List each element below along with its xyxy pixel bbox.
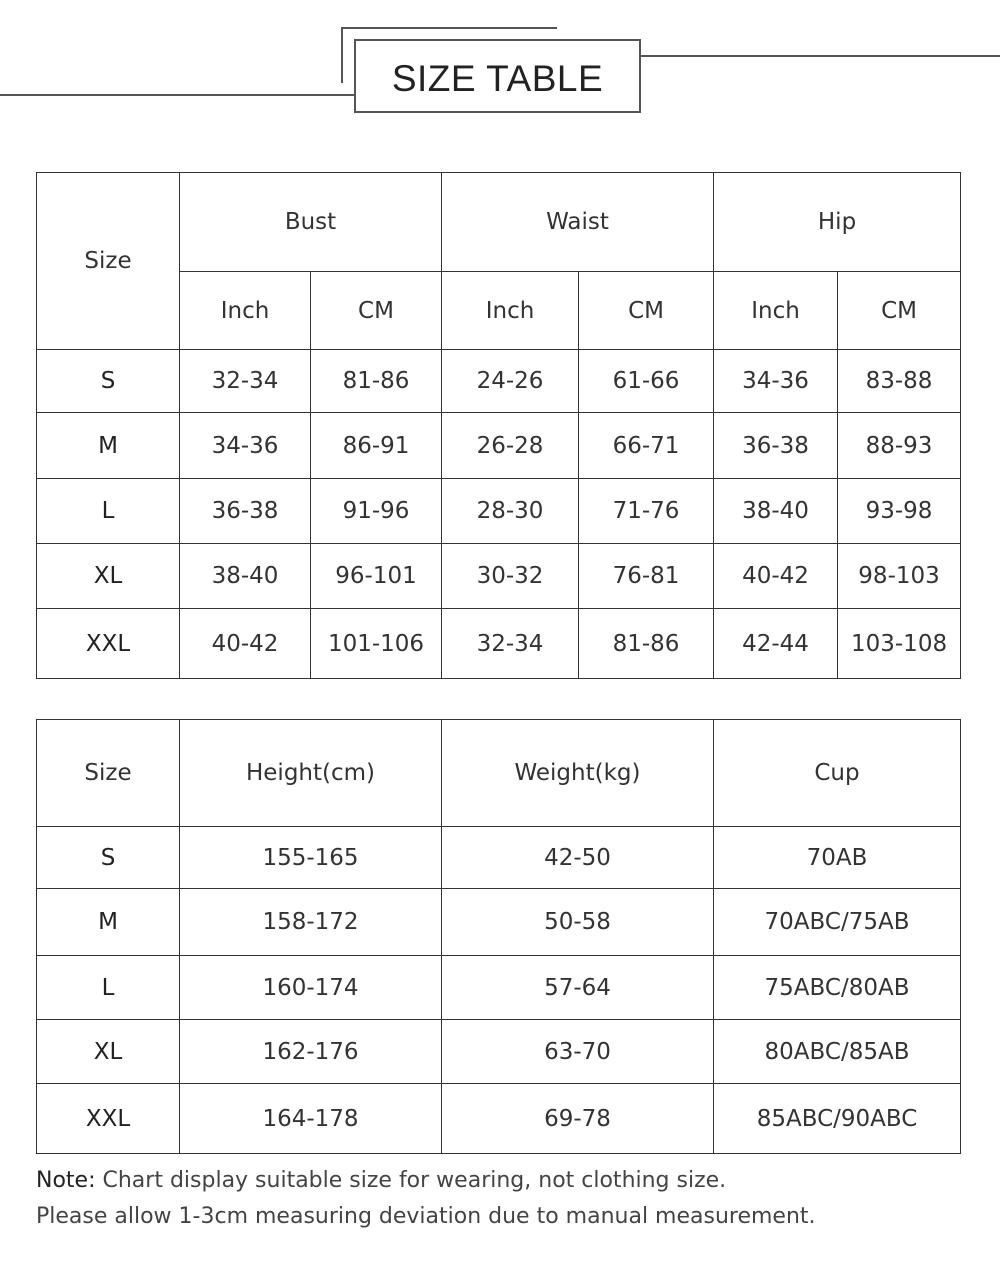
table-row — [37, 609, 961, 679]
hip-header: Hip — [714, 173, 961, 272]
table-row — [37, 1084, 961, 1154]
weight-header: Weight(kg) — [442, 720, 714, 827]
cup-header: Cup — [714, 720, 961, 827]
unit-header: Inch — [442, 272, 579, 350]
table-row — [37, 413, 961, 479]
table-cell: 155-165 — [180, 827, 442, 889]
table-cell: 81-86 — [311, 350, 442, 413]
table-cell: 42-50 — [442, 827, 714, 889]
fit-table — [36, 719, 961, 1154]
table-row — [37, 827, 961, 889]
size-label: XL — [37, 1020, 180, 1084]
size-label: XXL — [37, 1084, 180, 1154]
table-cell: 63-70 — [442, 1020, 714, 1084]
table-cell: 50-58 — [442, 889, 714, 956]
note-label: Note: — [36, 1168, 96, 1193]
waist-header: Waist — [442, 173, 714, 272]
note-text: Chart display suitable size for wearing, not clothing size. — [102, 1168, 727, 1193]
table-cell: 42-44 — [714, 609, 838, 679]
table-row — [37, 1020, 961, 1084]
table-cell: 103-108 — [838, 609, 961, 679]
table-cell: 30-32 — [442, 544, 579, 609]
table-cell: 36-38 — [714, 413, 838, 479]
table-cell: 24-26 — [442, 350, 579, 413]
size-header: Size — [37, 173, 180, 350]
table-cell: 28-30 — [442, 479, 579, 544]
table-cell: 26-28 — [442, 413, 579, 479]
table-cell: 88-93 — [838, 413, 961, 479]
table-cell: 38-40 — [180, 544, 311, 609]
table-cell: 76-81 — [579, 544, 714, 609]
table-cell: 98-103 — [838, 544, 961, 609]
table-cell: 81-86 — [579, 609, 714, 679]
table-cell: 70ABC/75AB — [714, 889, 961, 956]
measurements-table — [36, 172, 961, 679]
note-line-2: Please allow 1-3cm measuring deviation due to manual measurement. — [36, 1204, 816, 1229]
table-cell: 80ABC/85AB — [714, 1020, 961, 1084]
table-cell: 93-98 — [838, 479, 961, 544]
table-cell: 40-42 — [180, 609, 311, 679]
size-label: M — [37, 889, 180, 956]
unit-header: Inch — [714, 272, 838, 350]
table-cell: 91-96 — [311, 479, 442, 544]
table-cell: 61-66 — [579, 350, 714, 413]
table-cell: 38-40 — [714, 479, 838, 544]
page-title: SIZE TABLE — [391, 58, 604, 99]
size-label: M — [37, 413, 180, 479]
table-cell: 57-64 — [442, 956, 714, 1020]
table-row — [37, 544, 961, 609]
table-cell: 75ABC/80AB — [714, 956, 961, 1020]
table-row — [37, 350, 961, 413]
table-header-row — [37, 173, 961, 272]
title-rule-left — [0, 94, 356, 96]
unit-header: CM — [838, 272, 961, 350]
table-cell: 85ABC/90ABC — [714, 1084, 961, 1154]
table-cell: 34-36 — [180, 413, 311, 479]
table-cell: 164-178 — [180, 1084, 442, 1154]
table-row — [37, 479, 961, 544]
table-cell: 101-106 — [311, 609, 442, 679]
table-cell: 86-91 — [311, 413, 442, 479]
table-cell: 162-176 — [180, 1020, 442, 1084]
table-cell: 158-172 — [180, 889, 442, 956]
table-row — [37, 889, 961, 956]
note-line-1 — [36, 1168, 726, 1193]
table-cell: 32-34 — [180, 350, 311, 413]
table-cell: 69-78 — [442, 1084, 714, 1154]
size-label: S — [37, 350, 180, 413]
table-cell: 40-42 — [714, 544, 838, 609]
table-cell: 32-34 — [442, 609, 579, 679]
table-cell: 83-88 — [838, 350, 961, 413]
height-header: Height(cm) — [180, 720, 442, 827]
table-cell: 96-101 — [311, 544, 442, 609]
bust-header: Bust — [180, 173, 442, 272]
size-header: Size — [37, 720, 180, 827]
size-label: L — [37, 479, 180, 544]
unit-header: Inch — [180, 272, 311, 350]
size-label: S — [37, 827, 180, 889]
table-cell: 36-38 — [180, 479, 311, 544]
title-rule-right — [640, 55, 1000, 57]
table-row — [37, 956, 961, 1020]
table-cell: 34-36 — [714, 350, 838, 413]
unit-header: CM — [311, 272, 442, 350]
table-cell: 71-76 — [579, 479, 714, 544]
table-cell: 70AB — [714, 827, 961, 889]
size-label: XL — [37, 544, 180, 609]
table-cell: 66-71 — [579, 413, 714, 479]
size-label: XXL — [37, 609, 180, 679]
table-cell: 160-174 — [180, 956, 442, 1020]
unit-header: CM — [579, 272, 714, 350]
size-label: L — [37, 956, 180, 1020]
table-header-row — [37, 720, 961, 827]
